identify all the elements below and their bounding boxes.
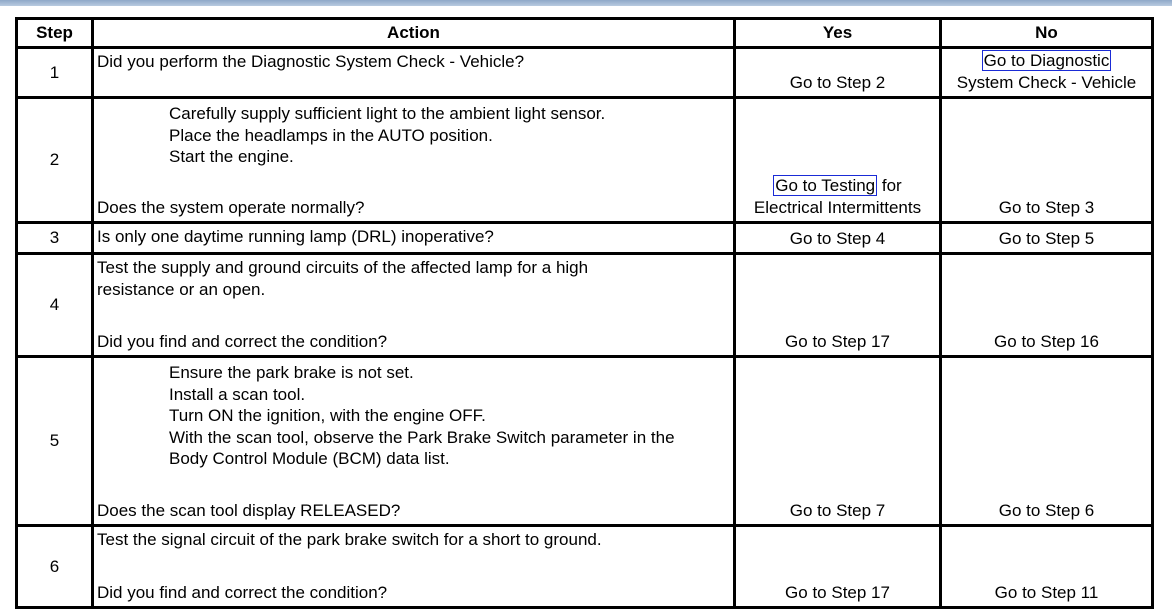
step-number: 4: [17, 254, 93, 357]
action-cell: [93, 98, 735, 223]
no-cell: [941, 48, 1153, 98]
header-yes: Yes: [735, 19, 941, 48]
substep-item: Place the headlamps in the AUTO position.: [169, 125, 493, 145]
question-text: Did you find and correct the condition?: [97, 331, 388, 351]
yes-cell: [735, 526, 941, 608]
action-cell: [93, 357, 735, 526]
substep-item: Body Control Module (BCM) data list.: [169, 449, 450, 468]
table-row: [17, 48, 1153, 98]
no-result: Go to Step 16: [994, 331, 1099, 351]
substep-item: Install a scan tool.: [169, 384, 306, 404]
no-cell: [941, 526, 1153, 608]
window-top-border: [0, 0, 1172, 6]
substep-item: Turn ON the ignition, with the engine OFF.: [169, 406, 486, 425]
no-cell: [941, 98, 1153, 223]
step-number: 1: [17, 48, 93, 98]
diagnostic-system-check-link[interactable]: Go to Diagnostic: [983, 51, 1110, 70]
step-number: 6: [17, 526, 93, 608]
substep-item: Start the engine.: [169, 147, 294, 166]
table-row: [17, 357, 1153, 526]
no-cell: [941, 254, 1153, 357]
testing-link[interactable]: Go to Testing: [775, 176, 876, 195]
right-edge-panel: [1158, 6, 1172, 611]
substep-item: Ensure the park brake is not set.: [169, 363, 414, 382]
yes-result: Go to Step 2: [789, 72, 886, 92]
question-text: Did you perform the Diagnostic System Check - Vehicle?: [97, 52, 525, 71]
action-line: resistance or an open.: [97, 279, 266, 299]
header-no: No: [941, 19, 1153, 48]
step-number: 3: [17, 223, 93, 254]
action-line: Test the supply and ground circuits of the affected lamp for a high: [97, 258, 589, 277]
action-cell: [93, 48, 735, 98]
link-suffix: for: [877, 176, 902, 195]
header-action: Action: [93, 19, 735, 48]
step-number: 5: [17, 357, 93, 526]
question-text: Did you find and correct the condition?: [97, 582, 388, 602]
yes-result: Go to Step 4: [789, 228, 886, 248]
yes-cell: [735, 98, 941, 223]
question-text: Is only one daytime running lamp (DRL) inoperative?: [97, 227, 494, 246]
table-row: [17, 526, 1153, 608]
no-result: Go to Step 6: [998, 500, 1095, 520]
header-row: [17, 19, 1153, 48]
no-result: Go to Step 3: [998, 197, 1095, 217]
table-row: [17, 254, 1153, 357]
action-cell: [93, 223, 735, 254]
yes-result-rest: Electrical Intermittents: [753, 197, 922, 217]
yes-cell: [735, 254, 941, 357]
question-text: Does the system operate normally?: [97, 197, 365, 217]
yes-result: [736, 175, 939, 218]
no-result: Go to Step 11: [994, 582, 1099, 602]
header-step: Step: [17, 19, 93, 48]
substep-item: Carefully supply sufficient light to the ambient light sensor.: [169, 104, 606, 123]
yes-cell: [735, 223, 941, 254]
yes-cell: [735, 48, 941, 98]
question-text: Does the scan tool display RELEASED?: [97, 500, 401, 520]
step-number: 2: [17, 98, 93, 223]
action-cell: [93, 526, 735, 608]
action-line: Test the signal circuit of the park brake switch for a short to ground.: [97, 530, 602, 549]
no-result: [942, 50, 1151, 93]
table-row: [17, 223, 1153, 254]
action-cell: [93, 254, 735, 357]
no-cell: [941, 223, 1153, 254]
yes-cell: [735, 357, 941, 526]
no-cell: [941, 357, 1153, 526]
substep-item: With the scan tool, observe the Park Brake Switch parameter in the: [169, 427, 675, 447]
yes-result: Go to Step 17: [785, 582, 890, 602]
no-result: Go to Step 5: [998, 228, 1095, 248]
yes-result: Go to Step 17: [785, 331, 890, 351]
table-row: [17, 98, 1153, 223]
yes-result: Go to Step 7: [789, 500, 886, 520]
diagnostic-table: [15, 17, 1154, 609]
no-result-rest: System Check - Vehicle: [956, 72, 1137, 92]
